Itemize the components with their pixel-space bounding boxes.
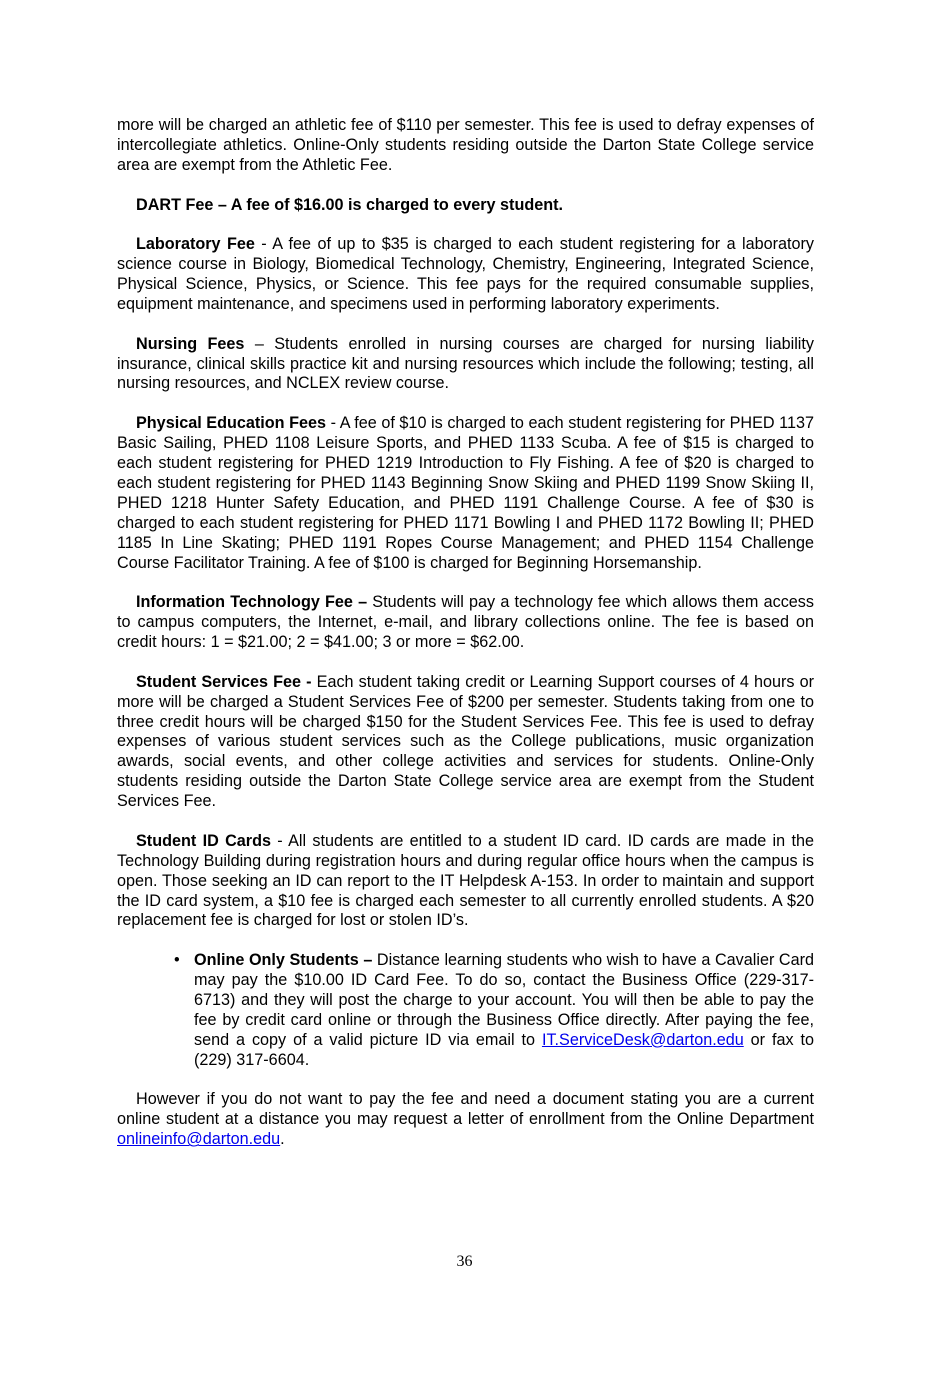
online-only-students-text-after: or fax to (229) 317-6604. bbox=[194, 1030, 815, 1069]
athletic-fee-continuation bbox=[117, 116, 814, 176]
student-services-fee-paragraph bbox=[117, 673, 814, 812]
closing-text-after: . bbox=[280, 1130, 285, 1149]
physical-education-fees-heading: Physical Education Fees bbox=[136, 414, 327, 433]
laboratory-fee-paragraph bbox=[117, 235, 814, 315]
closing-text: However if you do not want to pay the fee and need a document stating you are a current online student at a distance you may request a letter of enrollment from the Online Department bbox=[117, 1090, 814, 1129]
it-servicedesk-email-link[interactable]: IT.ServiceDesk@darton.edu bbox=[541, 1030, 744, 1049]
student-services-fee-heading: Student Services Fee - bbox=[136, 672, 312, 691]
document-page bbox=[117, 116, 814, 1170]
student-id-cards-text: - All students are entitled to a student ID card. ID cards are made in the Technology Building during registration hours and during regular office hours when the campus is open. Those seeking an ID can report to the IT Helpdesk A-153. In order to maintain and support the ID card system, a $10 fee is charged each semester to all currently enrolled students. A $20 replacement fee is charged for lost or stolen ID’s. bbox=[117, 831, 814, 930]
nursing-fees-text: – Students enrolled in nursing courses are charged for nursing liability insurance, clinical skills practice kit and nursing resources which include the following; testing, all nursing resources, and NCLEX review course. bbox=[117, 334, 814, 393]
dart-fee-paragraph bbox=[117, 196, 814, 216]
physical-education-fees-text: - A fee of $10 is charged to each student registering for PHED 1137 Basic Sailing, PHED 1108 Leisure Sports, and PHED 1133 Scuba. A fee of $15 is charged to each student registering for PHED 1219 Introduction to Fly Fishing. A fee of $20 is charged to each student registering for PHED 1143 Beginning Snow Skiing and PHED 1199 Snow Skiing II, PHED 1218 Hunter Safety Education, and PHED 1191 Challenge Course. A fee of $30 is charged to each student registering for PHED 1171 Bowling I and PHED 1172 Bowling II; PHED 1185 In Line Skating; PHED 1191 Ropes Course Management; and PHED 1154 Challenge Course Facilitator Training. A fee of $100 is charged for Beginning Horsemanship. bbox=[117, 414, 814, 572]
online-only-students-list-item bbox=[174, 951, 815, 1070]
onlineinfo-email-link[interactable]: onlineinfo@darton.edu bbox=[117, 1130, 281, 1149]
bullet-icon: • bbox=[174, 951, 180, 970]
information-technology-fee-heading: Information Technology Fee – bbox=[136, 593, 368, 612]
page-number: 36 bbox=[456, 1253, 473, 1270]
closing-paragraph bbox=[117, 1090, 814, 1150]
student-services-fee-text: Each student taking credit or Learning Support courses of 4 hours or more will be charged a Student Services Fee of $200 per semester. Students taking from one to three credit hours will be charged $150 for the Student Services Fee. This fee is used to defray expenses of various student services such as the College publications, music organization awards, social events, and other college activities and services for students. Online-Only students residing outside the Darton State College service area are exempt from the Student Services Fee. bbox=[117, 672, 814, 811]
laboratory-fee-heading: Laboratory Fee bbox=[136, 235, 255, 254]
nursing-fees-paragraph bbox=[117, 335, 814, 395]
nursing-fees-heading: Nursing Fees bbox=[136, 334, 245, 353]
athletic-fee-text: more will be charged an athletic fee of $110 per semester. This fee is used to defray expenses of intercollegiate athletics. Online-Only students residing outside the Darton State College service area are exempt from the Athletic Fee. bbox=[117, 116, 814, 174]
online-only-students-text: Distance learning students who wish to have a Cavalier Card may pay the $10.00 ID Card Fee. To do so, contact the Business Office (229-317-6713) and they will post the charge to your account. You will then be able to pay the fee by credit card online or through the Business Office directly. After paying the fee, send a copy of a valid picture ID via email to bbox=[194, 951, 814, 1049]
physical-education-fees-paragraph bbox=[117, 414, 814, 573]
student-id-cards-paragraph bbox=[117, 832, 814, 932]
information-technology-fee-text: Students will pay a technology fee which allows them access to campus computers, the Internet, e-mail, and library collections online. The fee is based on credit hours: 1 = $21.00; 2 = $41.00; 3 or more = $62.00. bbox=[117, 593, 814, 652]
dart-fee-text: DART Fee – A fee of $16.00 is charged to every student. bbox=[136, 195, 564, 214]
student-id-cards-heading: Student ID Cards bbox=[136, 831, 271, 850]
laboratory-fee-text: - A fee of up to $35 is charged to each student registering for a laboratory science course in Biology, Biomedical Technology, Chemistry, Engineering, Integrated Science, Physical Science, Physics, or Science. This fee pays for the required consumable supplies, equipment maintenance, and specimens used in performing laboratory experiments. bbox=[117, 235, 814, 313]
information-technology-fee-paragraph bbox=[117, 593, 814, 653]
online-only-students-heading: Online Only Students – bbox=[194, 951, 373, 970]
